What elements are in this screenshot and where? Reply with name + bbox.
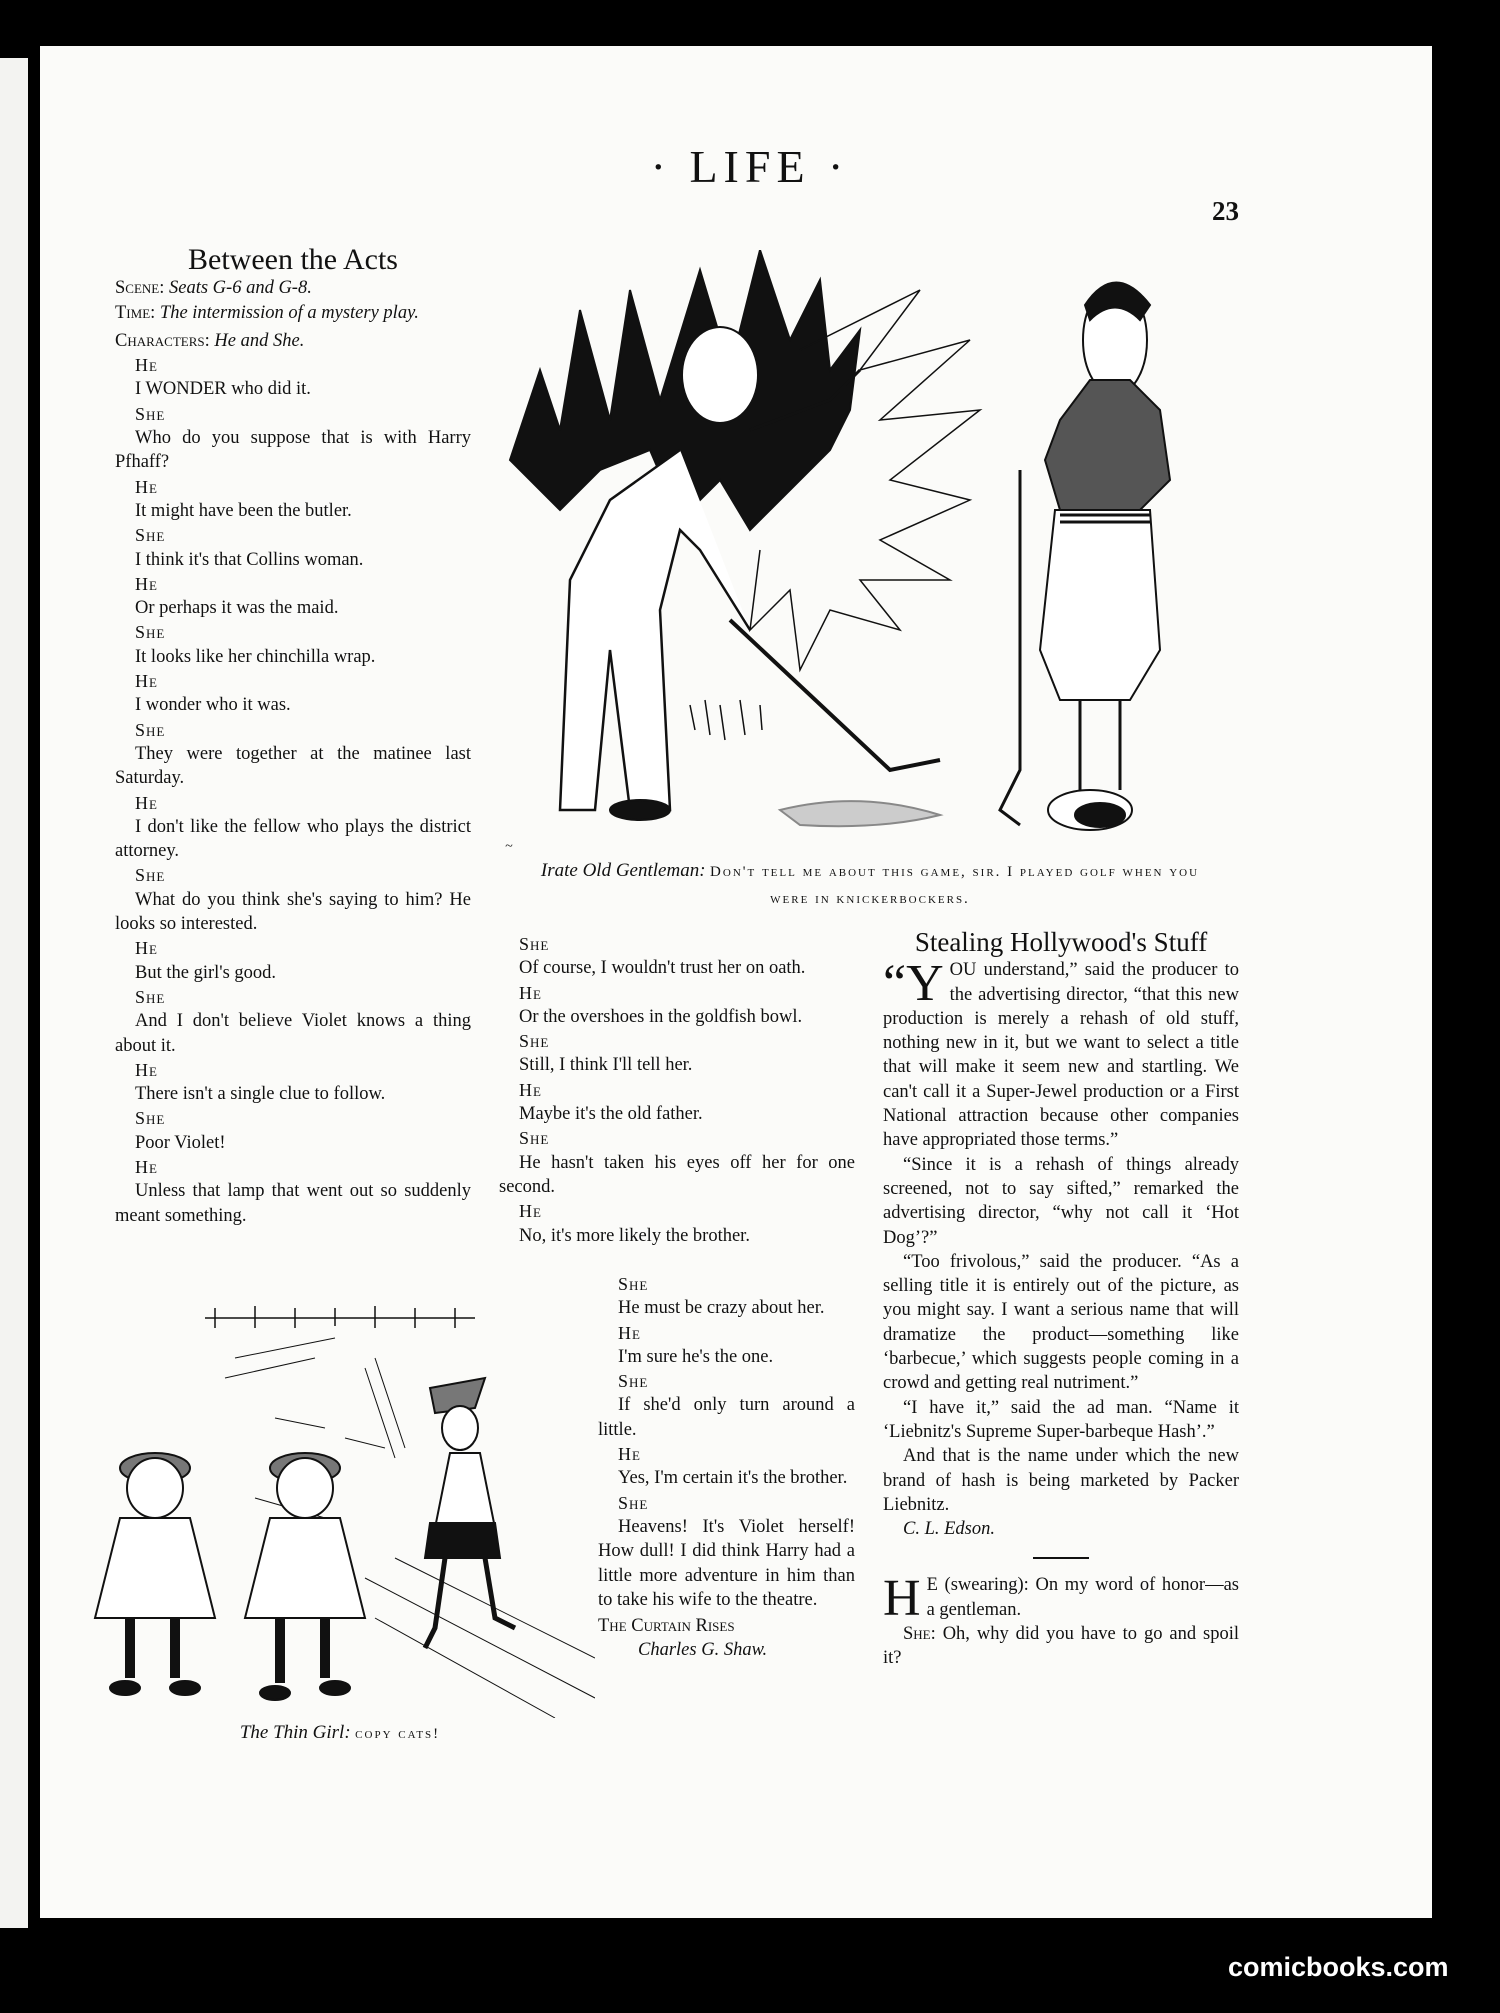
speaker-label: He [519, 982, 542, 1003]
author-shaw: Charles G. Shaw. [638, 1640, 768, 1661]
speaker-label: He [135, 476, 158, 497]
speaker-label: He [519, 1079, 542, 1100]
dialog-line: No, it's more likely the brother. [519, 1225, 750, 1246]
dialog-list [499, 932, 855, 1248]
hollywood-paragraph-5: And that is the name under which the new brand of hash is being marketed by Packer Liebnitz. [883, 1446, 1239, 1515]
dialog-line: He hasn't taken his eyes off her for one second. [499, 1152, 855, 1197]
speaker-label: He [618, 1444, 641, 1465]
speaker-label: She [135, 403, 166, 424]
speaker-label: He [135, 1156, 158, 1177]
speaker-label: She [618, 1371, 649, 1392]
thin-girl-cartoon [75, 1298, 595, 1718]
dialog-line: It looks like her chinchilla wrap. [135, 646, 376, 667]
dialog-line: I wonder who it was. [135, 695, 291, 716]
speaker-label: She [135, 719, 166, 740]
speaker-label: He [135, 355, 158, 376]
speaker-label: She [519, 1128, 550, 1149]
dialog-line: There isn't a single clue to follow. [135, 1084, 386, 1105]
speaker-label: He [135, 573, 158, 594]
dialog-line: What do you think she's saying to him? He looks so interested. [115, 889, 471, 935]
hollywood-paragraph-4: “I have it,” said the ad man. “Name it ‘Liebnitz's Supreme Super-barbeque Hash’.” [883, 1397, 1239, 1442]
between-acts-column-2 [499, 932, 855, 1248]
hollywood-paragraph-3: “Too frivolous,” said the producer. “As a selling title it is entirely out of the picture, as you might say. I want a serious name that will dramatize the product—something like ‘barbecue,’ which suggests people coming in a crowd and getting real nutriment.” [883, 1251, 1239, 1394]
drop-cap-h: H [883, 1570, 921, 1628]
dialog-line: He must be crazy about her. [618, 1298, 825, 1319]
dialog-line: I think it's that Collins woman. [135, 549, 364, 570]
page-number: 23 [1212, 196, 1239, 226]
facing-page-edge [0, 58, 28, 1928]
speaker-label: He [135, 792, 158, 813]
thin-girl-caption: The Thin Girl: copy cats! [239, 1722, 441, 1743]
dialog-line: I don't like the fellow who plays the district attorney. [115, 816, 471, 862]
joke-she: She: Oh, why did you have to go and spoil it? [883, 1624, 1239, 1669]
speaker-label: She [135, 986, 166, 1007]
speaker-label: She [519, 1031, 550, 1052]
hollywood-column [883, 927, 1239, 1671]
dialog-list [598, 1272, 855, 1612]
dialog-line: Or perhaps it was the maid. [135, 598, 339, 619]
hollywood-title: Stealing Hollywood's Stuff [914, 927, 1208, 957]
dialog-line: Yes, I'm certain it's the brother. [618, 1468, 848, 1489]
between-acts-column-1 [115, 243, 471, 1228]
speaker-label: He [135, 671, 158, 692]
dialog-line: Poor Violet! [135, 1132, 226, 1153]
divider [1033, 1557, 1089, 1559]
between-acts-title: Between the Acts [188, 243, 398, 276]
golf-cartoon [500, 250, 1260, 870]
drop-cap: “Y [883, 955, 944, 1013]
speaker-label: She [135, 865, 166, 886]
hollywood-paragraph-2: “Since it is a rehash of things already screened, not to say sifted,” remarked the advertising director, “why not call it ‘Hot Dog’?” [883, 1154, 1239, 1248]
joke-he: H E (swearing): On my word of honor—as a gentleman. [883, 1570, 1239, 1628]
dialog-list [115, 353, 471, 1228]
dialog-line: I'm sure he's the one. [618, 1346, 774, 1367]
dialog-line: I WONDER who did it. [135, 379, 311, 400]
dialog-line: Or the overshoes in the goldfish bowl. [519, 1006, 803, 1027]
dialog-line: But the girl's good. [135, 962, 277, 983]
watermark: comicbooks.com [1228, 1952, 1449, 1982]
curtain-line: The Curtain Rises [598, 1616, 735, 1637]
speaker-label: He [135, 1059, 158, 1080]
golf-caption: Irate Old Gentleman: Don't tell me about this game, sir. I played golf when you were in knickerbockers. [540, 860, 1200, 907]
dialog-line: Unless that lamp that went out so suddenly meant something. [115, 1181, 471, 1226]
time-line: Time: The intermission of a mystery play. [115, 302, 419, 323]
dialog-line: And I don't believe Violet knows a thing about it. [115, 1011, 471, 1056]
author-edson: C. L. Edson. [903, 1519, 996, 1540]
dialog-line: Heavens! It's Violet herself! How dull! I did think Harry had a little more adventure in him than to take his wife to the theatre. [598, 1516, 855, 1610]
artist-signature: ~ [505, 839, 513, 854]
speaker-label: She [135, 1108, 166, 1129]
speaker-label: He [519, 1201, 542, 1222]
speaker-label: She [135, 622, 166, 643]
speaker-label: She [618, 1492, 649, 1513]
speaker-label: He [618, 1322, 641, 1343]
dialog-line: It might have been the butler. [135, 500, 352, 521]
dialog-line: They were together at the matinee last Saturday. [115, 743, 471, 789]
speaker-label: She [618, 1274, 649, 1294]
hollywood-paragraph-1: “YOU understand,” said the producer to the advertising director, “that this new production is merely a rehash of old stuff, nothing new in it, but we want to select a title that will make it seem new and startling. We can't call it a Super-Jewel production or a First National attraction because other companies have appropriated those terms.” [883, 955, 1239, 1151]
dialog-line: Maybe it's the old father. [519, 1104, 703, 1125]
scene-line: Scene: Seats G-6 and G-8. [115, 278, 312, 299]
dialog-line: Still, I think I'll tell her. [519, 1055, 693, 1076]
speaker-label: She [135, 525, 166, 546]
speaker-label: He [135, 938, 158, 959]
dialog-line: Of course, I wouldn't trust her on oath. [519, 958, 806, 979]
between-acts-column-2b [598, 1272, 855, 1663]
speaker-label: She [519, 934, 550, 954]
dialog-line: If she'd only turn around a little. [598, 1395, 855, 1440]
characters-line: Characters: He and She. [115, 330, 305, 351]
masthead: · LIFE · [650, 141, 850, 192]
dialog-line: Who do you suppose that is with Harry Pfhaff? [115, 428, 471, 473]
